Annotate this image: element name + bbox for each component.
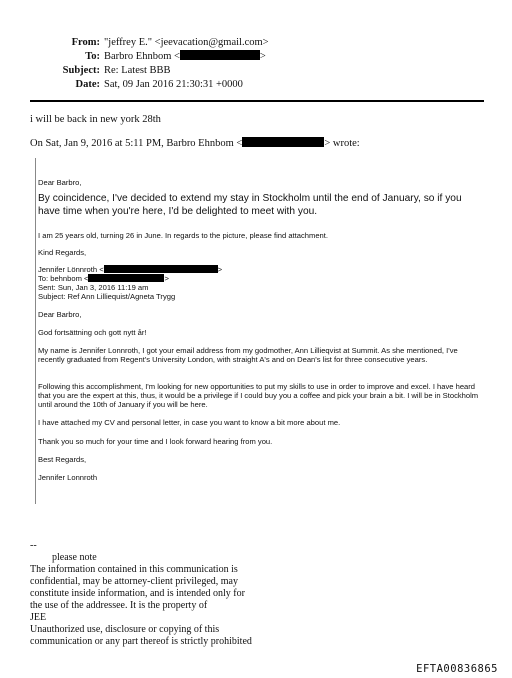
- disclaimer-line-3: constitute inside information, and is intended only for: [30, 588, 245, 599]
- header-subject-row: [0, 64, 512, 78]
- quoted-signature: Jennifer Lonnroth: [38, 473, 98, 482]
- document-id: EFTA00836865: [416, 663, 498, 675]
- attribution-end: > wrote:: [324, 138, 360, 149]
- header-from-row: [0, 36, 512, 50]
- redaction-box: [180, 50, 260, 60]
- quoted-swedish-greeting: God fortsättning och gott nytt år!: [38, 328, 147, 337]
- header-date-row: [0, 78, 512, 92]
- email-header: [0, 36, 512, 92]
- quoted-closing-2: Best Regards,: [38, 455, 87, 464]
- forward-to-label: To: behnbom <: [38, 274, 89, 283]
- redaction-box: [88, 274, 164, 282]
- to-label: To:: [85, 51, 100, 62]
- from-value: "jeffrey E." <jeevacation@gmail.com>: [104, 37, 269, 48]
- subject-label: Subject:: [62, 65, 100, 76]
- subject-value: Re: Latest BBB: [104, 65, 171, 76]
- disclaimer-line-4: the use of the addressee. It is the property of: [30, 600, 208, 611]
- forward-sent: Sent: Sun, Jan 3, 2016 11:19 am: [38, 283, 149, 292]
- forward-to-close: >: [164, 274, 169, 283]
- quoted-paragraph-6: Thank you so much for your time and I look forward hearing from you.: [38, 437, 273, 446]
- signature-dashes: --: [30, 540, 37, 551]
- date-value: Sat, 09 Jan 2016 21:30:31 +0000: [104, 79, 243, 90]
- forward-to: [38, 274, 484, 283]
- quoted-paragraph-5: I have attached my CV and personal letter, in case you want to know a bit more about me.: [38, 418, 341, 427]
- quoted-greeting-2: Dear Barbro,: [38, 310, 82, 319]
- to-value-wrap: [104, 50, 266, 64]
- attribution-start: On Sat, Jan 9, 2016 at 5:11 PM, Barbro Ehnbom <: [30, 138, 243, 149]
- disclaimer-line-7: communication or any part thereof is strictly prohibited: [30, 636, 252, 647]
- quoted-closing-1: Kind Regards,: [38, 248, 87, 257]
- header-to-row: [0, 50, 512, 64]
- reply-attribution: [30, 137, 360, 149]
- quoted-greeting: Dear Barbro,: [38, 178, 82, 187]
- from-label: From:: [71, 37, 100, 48]
- quoted-message: [35, 158, 484, 504]
- redaction-box: [104, 265, 218, 273]
- forward-from-name: Jennifer Lönnroth <: [38, 265, 104, 274]
- forward-from: [38, 265, 484, 274]
- disclaimer-line-5: JEE: [30, 612, 47, 623]
- quoted-paragraph-4: Following this accomplishment, I'm looking for new opportunities to put my skills to use in order to improve and excel. I have heard that you are the expert at this, thus, it would be a privilege if I could buy you a coffee and pick your brain a bit. I will be in Stockholm until around the 10th of January if you will be here.: [38, 382, 479, 409]
- quoted-paragraph-1: By coincidence, I've decided to extend my stay in Stockholm until the end of January, so if you have time when you're here, I'd be delighted to meet with you.: [38, 193, 462, 217]
- disclaimer-line-2: confidential, may be attorney-client privileged, may: [30, 576, 238, 587]
- quoted-paragraph-3: My name is Jennifer Lonnroth, I got your email address from my godmother, Ann Lillieqvist at Summit. As she mentioned, I've recently graduated from Regent's University London, with straight A's and on Dean's list for three consecutive years.: [38, 346, 458, 364]
- reply-body: i will be back in new york 28th: [30, 114, 161, 125]
- forward-from-close: >: [217, 265, 223, 274]
- date-label: Date:: [75, 79, 100, 90]
- redaction-box: [242, 137, 324, 147]
- disclaimer-line-1: The information contained in this communication is: [30, 564, 238, 575]
- please-note: please note: [52, 552, 97, 563]
- quoted-paragraph-2: I am 25 years old, turning 26 in June. In regards to the picture, please find attachment.: [38, 231, 328, 240]
- email-footer: [30, 540, 252, 648]
- header-divider: [30, 100, 484, 102]
- to-value: Barbro Ehnbom <: [104, 51, 180, 62]
- disclaimer-line-6: Unauthorized use, disclosure or copying of this: [30, 624, 220, 635]
- to-value-close: >: [259, 51, 266, 62]
- forward-subject: Subject: Ref Ann Lilliequist/Agneta Trygg: [38, 292, 176, 301]
